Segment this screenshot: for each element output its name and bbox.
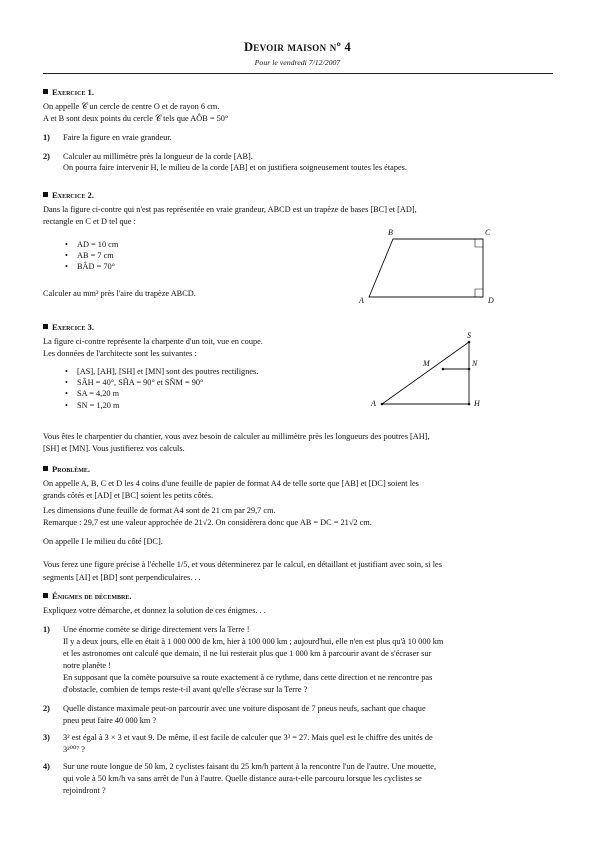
label-a: A — [371, 399, 376, 408]
segment-as — [382, 342, 469, 404]
point-s — [468, 341, 471, 344]
ex1-item-1-text: Faire la figure en vraie grandeur. — [63, 133, 172, 142]
enigme-1-line: et les astronomes ont calculé que demain, il ne lui resterait plus que 1 000 km à parcourir avant de s'écraser sur — [63, 649, 432, 658]
ex3-after-1: Vous êtes le charpentier du chantier, vous avez besoin de calculer au millimètre près les longueurs des poutres [AH], — [43, 432, 430, 441]
list-item: • AD = 10 cm — [65, 239, 118, 250]
ex1-line-1: On appelle 𝒞 un cercle de centre O et de rayon 6 cm. — [43, 102, 220, 111]
right-angle-mark-c — [475, 239, 483, 247]
ex1-item-2-num: 2) — [43, 152, 50, 161]
probleme-line-3: Les dimensions d'une feuille de format A4 sont de 21 cm par 29,7 cm. — [43, 506, 276, 515]
list-item: • SÂH = 40°, SĤA = 90° et SN̂M = 90° — [65, 377, 258, 388]
enigmes-heading: Énigmes de décembre. — [43, 591, 132, 601]
enigme-4-num: 4) — [43, 762, 50, 771]
label-h: H — [474, 399, 480, 408]
label-a: A — [359, 296, 364, 305]
ex3-bullet-list — [65, 366, 258, 411]
section-square-icon — [43, 593, 48, 598]
ex2-heading: Exercice 2. — [43, 190, 94, 200]
list-item: • AB = 7 cm — [65, 250, 118, 261]
page-subtitle: Pour le vendredi 7/12/2007 — [254, 58, 341, 67]
label-d: D — [488, 296, 494, 305]
section-square-icon — [43, 89, 48, 94]
ex2-line-2: rectangle en C et D tel que : — [43, 217, 136, 226]
list-item: • SA = 4,20 m — [65, 388, 258, 399]
section-square-icon — [43, 466, 48, 471]
roof-figure — [365, 328, 495, 413]
probleme-line-7: segments [AI] et [BD] sont perpendiculaires. . . — [43, 573, 201, 582]
enigme-1-line: En supposant que la comète poursuive sa route exactement à ce rythme, dans cette direction et ne rencontre pas — [63, 673, 433, 682]
enigme-4-line: Sur une route longue de 50 km, 2 cyclistes faisant du 25 km/h partent à la rencontre l'un de l'autre. Une mouette, — [63, 762, 437, 771]
point-h — [468, 403, 471, 406]
ex1-line-2: A et B sont deux points du cercle 𝒞 tels que AÔB = 50° — [43, 114, 229, 123]
ex2-line-1: Dans la figure ci-contre qui n'est pas représentée en vraie grandeur, ABCD est un trapèze de bases [BC] et [AD], — [43, 205, 417, 214]
title-rule — [43, 73, 553, 74]
probleme-line-5: On appelle I le milieu du côté [DC]. — [43, 537, 163, 546]
probleme-heading: Problème. — [43, 464, 90, 474]
ex2-question: Calculer au mm² près l'aire du trapèze ABCD. — [43, 289, 196, 298]
probleme-line-2: grands côtés et [AD] et [BC] soient les petits côtés. — [43, 491, 214, 500]
probleme-line-1: On appelle A, B, C et D les 4 coins d'une feuille de papier de format A4 de telle sorte que [AB] et [DC] soient les — [43, 479, 419, 488]
ex1-item-2-text: Calculer au millimètre près la longueur de la corde [AB]. — [63, 152, 253, 161]
page-title: Devoir maison nº 4 — [243, 40, 351, 54]
enigme-4-line: qui vole à 50 km/h va sans arrêt de l'un à l'autre. Quelle distance aura-t-elle parcouru lorsque les cyclistes se — [63, 774, 422, 783]
ex1-item-2-text2: On pourra faire intervenir H, le milieu de la corde [AB] et on justifiera soigneusement toutes les étapes. — [63, 163, 407, 172]
enigme-2-line: pneu peut faire 40 000 km ? — [63, 716, 157, 725]
ex1-heading: Exercice 1. — [43, 87, 94, 97]
enigme-3-line: 3² est égal à 3 × 3 et vaut 9. De même, il est facile de calculer que 3³ = 27. Mais quel est le chiffre des unités de — [63, 733, 433, 742]
enigme-1-line: Il y a deux jours, elle en était à 1 000 000 de km, hier à 100 000 km ; aujourd'hui, elle n'en est plus qu'à 10 000 km — [63, 637, 444, 646]
enigme-1-line: notre planète ! — [63, 661, 111, 670]
label-c: C — [485, 228, 491, 237]
label-b: B — [388, 228, 393, 237]
ex3-heading: Exercice 3. — [43, 322, 94, 332]
enigme-3-num: 3) — [43, 733, 50, 742]
enigme-2-line: Quelle distance maximale peut-on parcourir avec une voiture disposant de 7 pneus neufs, sachant que chaque — [63, 704, 426, 713]
enigme-1-num: 1) — [43, 625, 50, 634]
section-square-icon — [43, 192, 48, 197]
ex2-bullet-list — [65, 239, 118, 273]
right-angle-mark-d — [475, 289, 483, 297]
list-item: • BÂD = 70° — [65, 261, 118, 272]
section-square-icon — [43, 324, 48, 329]
enigme-4-line: rejoindront ? — [63, 786, 106, 795]
ex3-line-1: La figure ci-contre représente la charpente d'un toit, vue en coupe. — [43, 337, 263, 346]
probleme-line-6: Vous ferez une figure précise à l'échelle 1/5, et vous déterminerez par le calcul, en détaillant et justifiant avec soin, si les — [43, 560, 442, 569]
ex1-item-1-num: 1) — [43, 133, 50, 142]
point-m — [442, 368, 445, 371]
point-n — [468, 368, 471, 371]
list-item: • SN = 1,20 m — [65, 400, 258, 411]
label-n: N — [472, 359, 478, 368]
enigmes-intro: Expliquez votre démarche, et donnez la solution de ces énigmes. . . — [43, 606, 266, 615]
ex3-after-2: [SH] et [MN]. Vous justifierez vos calculs. — [43, 444, 185, 453]
label-m: M — [423, 359, 430, 368]
point-a — [381, 403, 384, 406]
trapezoid-figure — [355, 225, 515, 310]
enigme-1-line: d'obstacle, combien de temps reste-t-il avant qu'elle s'écrase sur la Terre ? — [63, 685, 308, 694]
enigme-1-line: Une énorme comète se dirige directement vers la Terre ! — [63, 625, 250, 634]
enigme-2-num: 2) — [43, 704, 50, 713]
enigme-3-line: 3²⁰⁰⁷ ? — [63, 745, 85, 754]
probleme-line-4: Remarque : 29,7 est une valeur approchée de 21√2. On considèrera donc que AB = DC = 21√2 cm. — [43, 518, 372, 527]
trapezoid-shape — [369, 239, 483, 297]
ex3-line-2: Les données de l'architecte sont les suivantes : — [43, 349, 197, 358]
list-item: • [AS], [AH], [SH] et [MN] sont des poutres rectilignes. — [65, 366, 258, 377]
label-s: S — [467, 331, 471, 340]
